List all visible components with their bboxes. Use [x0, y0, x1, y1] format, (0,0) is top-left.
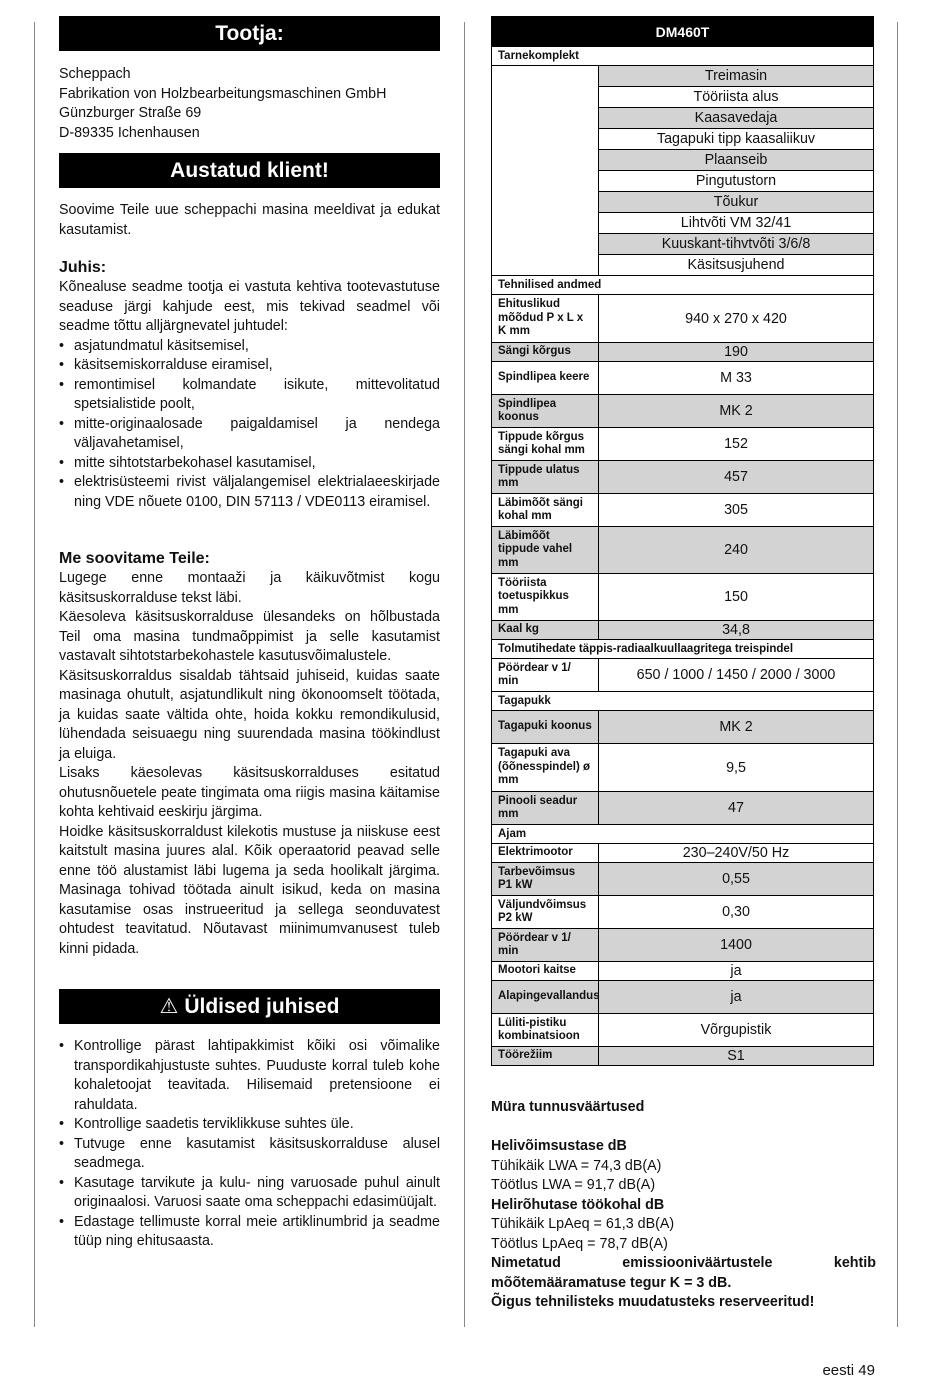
spec-value: 650 / 1000 / 1450 / 2000 / 3000 [599, 659, 874, 692]
greeting-text: Soovime Teile uue scheppachi masina meeldivat ja edukat kasutamist. [59, 202, 440, 238]
recommend-paragraph: Käesoleva käsitsuskorralduse ülesandeks on hõlbustada Teil oma masina tundmaõppimist ja selle kasutamist vastavalt sihtotstarbekohastele kasutusvõimalustele. [59, 609, 440, 664]
spec-label: Pöördear v 1/ min [492, 929, 599, 962]
spec-label: Sängi kõrgus [492, 343, 599, 362]
sound-power-line: Töötlus LWA = 91,7 dB(A) [491, 1177, 656, 1193]
spec-value: 240 [599, 527, 874, 574]
spec-value: 9,5 [599, 744, 874, 792]
greeting-heading: Austatud klient! [59, 153, 440, 188]
sound-pressure-line: Tühikäik LpAeq = 61,3 dB(A) [491, 1216, 675, 1232]
uncertainty-note: Nimetatud emissiooniväärtustele kehtib mõõtemääramatuse tegur K = 3 dB. [491, 1255, 876, 1291]
list-item: • Tutvuge enne kasutamist käsitsuskorralduse alusel seadmega. [59, 1135, 440, 1174]
spec-value: 152 [599, 428, 874, 461]
delivery-item: Käsitsusjuhend [599, 255, 874, 276]
delivery-item: Plaanseib [599, 150, 874, 171]
spec-value: 150 [599, 574, 874, 621]
address-line: D-89335 Ichenhausen [59, 124, 200, 141]
table-row [492, 962, 874, 981]
spec-label: Pinooli seadur mm [492, 792, 599, 825]
notice-intro: Kõnealuse seadme tootja ei vastuta kehtiva tootevastutuse seaduse järgi kahjude eest, mis tekivad seadmel või seadme tõttu alljärgnevatel juhtudel: [59, 279, 440, 334]
spec-label: Tööriista toetuspikkus mm [492, 574, 599, 621]
table-row [492, 428, 874, 461]
sound-power-line: Tühikäik LWA = 74,3 dB(A) [491, 1157, 662, 1174]
delivery-item: Treimasin [599, 66, 874, 87]
spec-value: Võrgupistik [599, 1014, 874, 1047]
manufacturer-address [59, 65, 440, 143]
recommend-paragraph: Hoidke käsitsuskorraldust kilekotis mustuse ja niiskuse eest kaitstult masina juures alal. Kõik operaatorid peavad selle enne töö alustamist läbi lugema ja seda hoolikalt järgima. Masinaga tohivad töötada ainult isikud, keda on masina kasutamise osas instrueeritud ja sellega seonduvatest ohtudest teavitatud. Nõutavast miinimumvanusest tuleb kinni pidada. [59, 823, 440, 957]
spec-value: 47 [599, 792, 874, 825]
delivery-item: Lihtvõti VM 32/41 [599, 213, 874, 234]
spec-label: Tippude ulatus mm [492, 461, 599, 494]
general-heading-text: Üldised juhised [184, 995, 340, 1018]
table-row [492, 574, 874, 621]
tailstock-heading: Tagapukk [492, 692, 874, 711]
technical-heading: Tehnilised andmed [492, 276, 874, 295]
notice-list [59, 337, 440, 513]
delivery-item: Kaasavedaja [599, 108, 874, 129]
noise-heading: Müra tunnusväärtused [491, 1099, 645, 1115]
delivery-item: Tööriista alus [599, 87, 874, 108]
table-row [492, 981, 874, 1014]
spec-label: Töörežiim [492, 1047, 599, 1066]
model-title: DM460T [492, 17, 874, 47]
spec-label: Alapingevallandus [492, 981, 599, 1014]
spec-value: 0,30 [599, 896, 874, 929]
table-row [492, 395, 874, 428]
table-row [492, 863, 874, 896]
delivery-item: Tõukur [599, 192, 874, 213]
spec-value: 34,8 [599, 621, 874, 640]
table-row [492, 929, 874, 962]
reserve-note: Õigus tehnilisteks muudatusteks reserveeritud! [491, 1294, 815, 1310]
spec-value: 457 [599, 461, 874, 494]
table-row [492, 711, 874, 744]
spec-label: Pöördear v 1/ min [492, 659, 599, 692]
spec-value: 1400 [599, 929, 874, 962]
list-item: • mitte sihtotstarbekohasel kasutamisel, [59, 454, 440, 474]
spec-label: Läbimõõt tippude vahel mm [492, 527, 599, 574]
list-item: • mitte-originaalosade paigaldamisel ja nendega väljavahetamisel, [59, 415, 440, 454]
delivery-label-cell [492, 66, 599, 276]
spec-value: ja [599, 962, 874, 981]
spec-label: Tippude kõrgus sängi kohal mm [492, 428, 599, 461]
table-row [492, 1014, 874, 1047]
spec-label: Ehituslikud mõõdud P x L x K mm [492, 295, 599, 343]
table-row [492, 527, 874, 574]
center-divider-line [464, 22, 465, 1327]
spec-label: Spindlipea keere [492, 362, 599, 395]
sound-power-heading: Helivõimsustase dB [491, 1138, 627, 1154]
table-row [492, 461, 874, 494]
spec-value: MK 2 [599, 711, 874, 744]
sound-pressure-line: Töötlus LpAeq = 78,7 dB(A) [491, 1235, 668, 1252]
spec-label: Läbimõõt sängi kohal mm [492, 494, 599, 527]
delivery-item: Kuuskant-tihvtvõti 3/6/8 [599, 234, 874, 255]
list-item: • remontimisel kolmandate isikute, mittevolitatud spetsialistide poolt, [59, 376, 440, 415]
address-line: Günzburger Straße 69 [59, 105, 202, 121]
list-item: • Edastage tellimuste korral meie artiklinumbrid ja seadme tüüp ning ehitusaasta. [59, 1213, 440, 1252]
table-row [492, 494, 874, 527]
list-item: • Kontrollige saadetis terviklikkuse suhtes üle. [59, 1115, 440, 1135]
table-row [492, 295, 874, 343]
notice-heading: Juhis: [59, 259, 107, 276]
spec-label: Tarbevõimsus P1 kW [492, 863, 599, 896]
table-row [492, 621, 874, 640]
recommend-paragraph: Lisaks käesolevas käsitsuskorralduses esitatud ohutusnõuetele peate tingimata oma riigis masina käitamise kohta kehtivaid eeskirju järgima. [59, 765, 440, 820]
sound-pressure-heading: Helirõhutase töökohal dB [491, 1196, 665, 1213]
list-item: • Kontrollige pärast lahtipakkimist kõiki osi võimalike transpordikahjustuste suhtes. Puuduste korral tuleb kohe kohaletoojat teavitada. Hilisemaid pretensioone ei rahuldata. [59, 1037, 440, 1115]
spec-label: Kaal kg [492, 621, 599, 640]
spec-label: Spindlipea koonus [492, 395, 599, 428]
spec-value: ja [599, 981, 874, 1014]
address-line: Scheppach [59, 66, 131, 82]
spec-value: MK 2 [599, 395, 874, 428]
address-line: Fabrikation von Holzbearbeitungsmaschinen GmbH [59, 85, 387, 102]
delivery-item: Pingutustorn [599, 171, 874, 192]
general-list [59, 1037, 440, 1252]
spec-label: Elektrimootor [492, 844, 599, 863]
list-item: • elektrisüsteemi rivist väljalangemisel elektrialaeeskirjade ning VDE nõuete 0100, DIN 57113 / VDE0113 eiramisel. [59, 473, 440, 512]
table-row [492, 744, 874, 792]
spec-label: Mootori kaitse [492, 962, 599, 981]
spec-value: M 33 [599, 362, 874, 395]
delivery-item: Tagapuki tipp kaasaliikuv [599, 129, 874, 150]
right-border-line [897, 22, 898, 1327]
spec-value: 940 x 270 x 420 [599, 295, 874, 343]
spec-label: Tagapuki koonus [492, 711, 599, 744]
delivery-heading: Tarnekomplekt [492, 47, 874, 66]
spec-value: 0,55 [599, 863, 874, 896]
table-row [492, 1047, 874, 1066]
table-row [492, 362, 874, 395]
spec-label: Tagapuki ava (õõnesspindel) ø mm [492, 744, 599, 792]
spec-table [491, 16, 874, 1066]
recommend-heading: Me soovitame Teile: [59, 550, 210, 567]
spec-value: 305 [599, 494, 874, 527]
spec-label: Lüliti-pistiku kombinatsioon [492, 1014, 599, 1047]
drive-heading: Ajam [492, 825, 874, 844]
recommend-paragraph: Käsitsuskorraldus sisaldab tähtsaid juhiseid, kuidas saate masinaga ohutult, asjatundlikult ning ökonoomselt töötada, ja kuidas saate vältida ohte, hoida kokku remondikulusid, lühendada seisuaegu ning suurendada masina töökindlust ja eluiga. [59, 667, 440, 762]
table-row [492, 896, 874, 929]
spec-value: 190 [599, 343, 874, 362]
recommend-paragraph: Lugege enne montaaži ja käikuvõtmist kogu käsitsuskorralduse tekst läbi. [59, 570, 440, 606]
left-column [59, 16, 440, 1252]
list-item: • käsitsemiskorralduse eiramisel, [59, 356, 440, 376]
page-number: eesti 49 [822, 1362, 875, 1379]
list-item: • asjatundmatul käsitsemisel, [59, 337, 440, 357]
left-border-line [34, 22, 35, 1327]
spec-value: S1 [599, 1047, 874, 1066]
noise-section [491, 1098, 876, 1313]
list-item: • Kasutage tarvikute ja kulu- ning varuosade puhul ainult originaalosi. Varuosi saate oma scheppachi edasimüüjalt. [59, 1174, 440, 1213]
table-row [492, 844, 874, 863]
general-heading [59, 989, 440, 1024]
warning-triangle-icon: ⚠ [159, 995, 179, 1018]
table-row [492, 792, 874, 825]
spec-label: Väljundvõimsus P2 kW [492, 896, 599, 929]
spindle-heading: Tolmutihedate täppis-radiaalkuullaagritega treispindel [492, 640, 874, 659]
spec-value: 230–240V/50 Hz [599, 844, 874, 863]
table-row [492, 343, 874, 362]
table-row [492, 659, 874, 692]
manufacturer-heading: Tootja: [59, 16, 440, 51]
